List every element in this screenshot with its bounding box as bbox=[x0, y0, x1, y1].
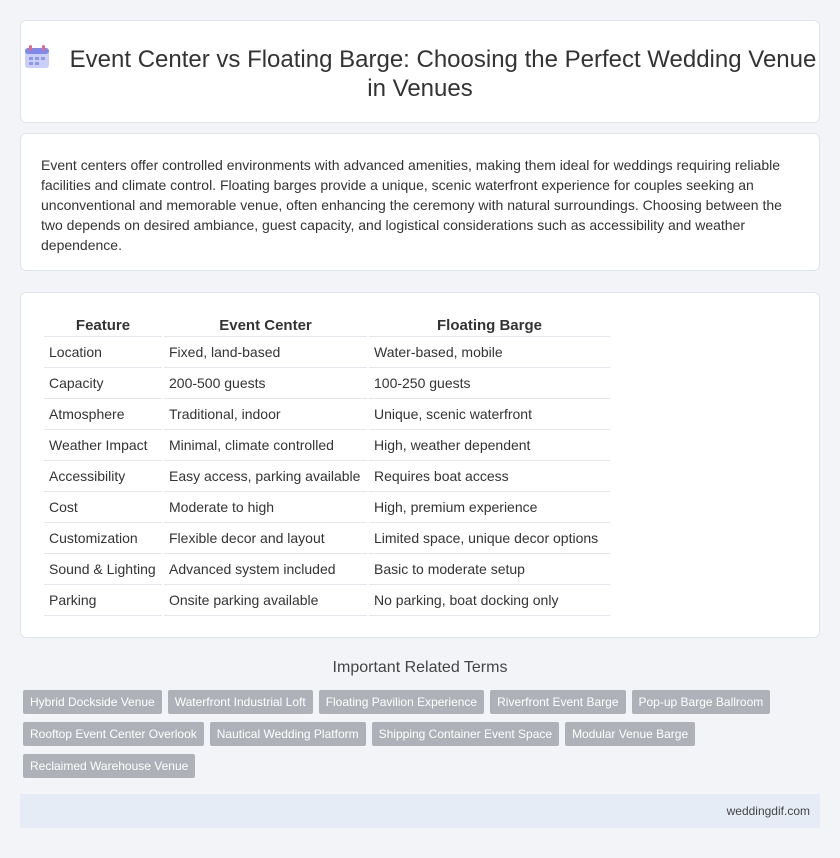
floating-barge-cell: No parking, boat docking only bbox=[369, 585, 610, 616]
floating-barge-cell: Requires boat access bbox=[369, 461, 610, 492]
feature-cell: Location bbox=[44, 337, 162, 368]
related-term-tag[interactable]: Rooftop Event Center Overlook bbox=[23, 722, 204, 746]
floating-barge-cell: Limited space, unique decor options bbox=[369, 523, 610, 554]
header-card bbox=[20, 20, 820, 123]
header-feature: Feature bbox=[44, 316, 162, 337]
feature-cell: Capacity bbox=[44, 368, 162, 399]
comparison-card bbox=[20, 292, 820, 638]
related-term-tag[interactable]: Nautical Wedding Platform bbox=[210, 722, 366, 746]
header-floating-barge: Floating Barge bbox=[369, 316, 610, 337]
related-term-tag[interactable]: Waterfront Industrial Loft bbox=[168, 690, 313, 714]
related-term-tag[interactable]: Reclaimed Warehouse Venue bbox=[23, 754, 195, 778]
calendar-icon bbox=[24, 45, 50, 69]
floating-barge-cell: 100-250 guests bbox=[369, 368, 610, 399]
footer-site-link[interactable]: weddingdif.com bbox=[726, 804, 810, 818]
floating-barge-cell: High, weather dependent bbox=[369, 430, 610, 461]
floating-barge-cell: Unique, scenic waterfront bbox=[369, 399, 610, 430]
floating-barge-cell: Water-based, mobile bbox=[369, 337, 610, 368]
event-center-cell: Easy access, parking available bbox=[164, 461, 367, 492]
table-header-row bbox=[44, 316, 610, 337]
comparison-table bbox=[42, 316, 612, 616]
related-term-tag[interactable]: Pop-up Barge Ballroom bbox=[632, 690, 771, 714]
table-row bbox=[44, 399, 610, 430]
event-center-cell: Onsite parking available bbox=[164, 585, 367, 616]
footer bbox=[20, 794, 820, 828]
floating-barge-cell: Basic to moderate setup bbox=[369, 554, 610, 585]
event-center-cell: Flexible decor and layout bbox=[164, 523, 367, 554]
table-row bbox=[44, 554, 610, 585]
event-center-cell: Fixed, land-based bbox=[164, 337, 367, 368]
page-title bbox=[21, 45, 819, 103]
event-center-cell: Minimal, climate controlled bbox=[164, 430, 367, 461]
table-row bbox=[44, 368, 610, 399]
feature-cell: Cost bbox=[44, 492, 162, 523]
intro-paragraph: Event centers offer controlled environments with advanced amenities, making them ideal for weddings requiring reliable facilities and climate control. Floating barges provide a unique, scenic waterfront experience for couples seeking an unconventional and memorable venue, often enhancing the ceremony with natural surroundings. Choosing between the two depends on desired ambiance, guest capacity, and logistical considerations such as accessibility and weather dependence. bbox=[41, 157, 782, 253]
related-terms-list bbox=[20, 690, 820, 786]
feature-cell: Sound & Lighting bbox=[44, 554, 162, 585]
related-term-tag[interactable]: Hybrid Dockside Venue bbox=[23, 690, 162, 714]
table-row bbox=[44, 461, 610, 492]
table-row bbox=[44, 585, 610, 616]
table-row bbox=[44, 523, 610, 554]
event-center-cell: 200-500 guests bbox=[164, 368, 367, 399]
event-center-cell: Moderate to high bbox=[164, 492, 367, 523]
intro-card bbox=[20, 133, 820, 271]
feature-cell: Parking bbox=[44, 585, 162, 616]
page-title-text: Event Center vs Floating Barge: Choosing the Perfect Wedding Venue in Venues bbox=[69, 46, 817, 102]
table-row bbox=[44, 430, 610, 461]
event-center-cell: Traditional, indoor bbox=[164, 399, 367, 430]
related-term-tag[interactable]: Riverfront Event Barge bbox=[490, 690, 625, 714]
floating-barge-cell: High, premium experience bbox=[369, 492, 610, 523]
feature-cell: Atmosphere bbox=[44, 399, 162, 430]
related-term-tag[interactable]: Floating Pavilion Experience bbox=[319, 690, 484, 714]
related-terms-title: Important Related Terms bbox=[332, 659, 508, 676]
title-wrap bbox=[21, 45, 819, 103]
feature-cell: Weather Impact bbox=[44, 430, 162, 461]
event-center-cell: Advanced system included bbox=[164, 554, 367, 585]
related-term-tag[interactable]: Shipping Container Event Space bbox=[372, 722, 559, 746]
header-event-center: Event Center bbox=[164, 316, 367, 337]
table-row bbox=[44, 337, 610, 368]
related-term-tag[interactable]: Modular Venue Barge bbox=[565, 722, 695, 746]
feature-cell: Customization bbox=[44, 523, 162, 554]
table-row bbox=[44, 492, 610, 523]
feature-cell: Accessibility bbox=[44, 461, 162, 492]
